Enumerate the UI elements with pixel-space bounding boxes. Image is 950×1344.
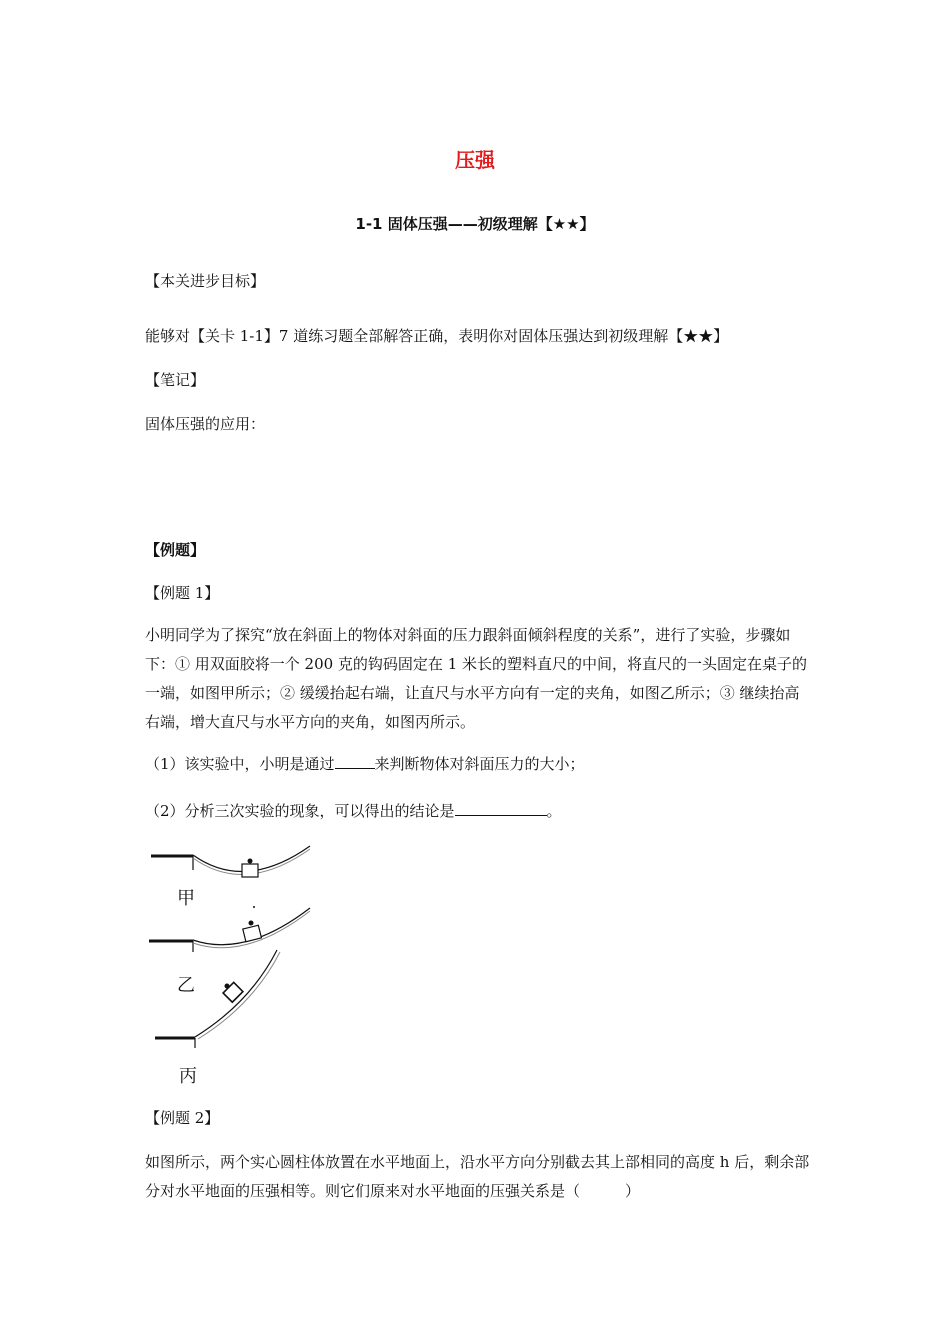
diagram-jia (151, 846, 310, 877)
question2-prefix: （2）分析三次实验的现象，可以得出的结论是 (145, 802, 455, 820)
examples-heading: 【例题】 (145, 541, 206, 559)
figure-label-bing: 丙 (179, 1066, 197, 1087)
example1-body: 小明同学为了探究“放在斜面上的物体对斜面的压力跟斜面倾斜程度的关系”，进行了实验，步骤如下：① 用双面胶将一个 200 克的钩码固定在 1 米长的塑料直尺的中间，将直尺的一头固定在桌子的一端，如图甲所示；② 缓缓抬起右端，让直尺与水平方向有一定的夹角，如图乙所示；③ 继续抬高右端，增大直尺与水平方向的夹角，如图丙所示。 (145, 626, 808, 731)
weight-block-jia (242, 864, 258, 877)
objective-heading: 【本关进步目标】 (145, 272, 266, 290)
dot-mark (253, 906, 255, 908)
experiment-figure (145, 838, 325, 1088)
diagram-bing (155, 950, 280, 1048)
answer-blank-1[interactable] (335, 754, 375, 769)
weight-block-yi (243, 925, 262, 941)
question1-prefix: （1）该实验中，小明是通过 (145, 755, 335, 773)
question1-suffix: 来判断物体对斜面压力的大小； (374, 755, 585, 773)
notes-heading: 【笔记】 (145, 371, 206, 389)
example1-label: 【例题 1】 (145, 584, 220, 602)
example1-question2 (145, 800, 562, 821)
objective-text: 能够对【关卡 1-1】7 道练习题全部解答正确，表明你对固体压强达到初级理解【★★】 (145, 327, 729, 345)
question2-suffix: 。 (546, 802, 562, 820)
example2-body: 如图所示，两个实心圆柱体放置在水平地面上，沿水平方向分别截去其上部相同的高度 h 后，剩余部分对水平地面的压强相等。则它们原来对水平地面的压强关系是（ ） (145, 1153, 810, 1200)
experiment-diagram (145, 838, 325, 1048)
answer-blank-2[interactable] (455, 801, 547, 816)
notes-text: 固体压强的应用： (145, 415, 266, 433)
weight-hook-yi (249, 921, 254, 926)
section-subtitle: 1-1 固体压强——初级理解【★★】 (355, 215, 595, 233)
example2-label: 【例题 2】 (145, 1109, 220, 1127)
diagram-yi (149, 906, 310, 952)
example1-question1 (145, 753, 585, 774)
figure-label-yi: 乙 (177, 975, 195, 996)
weight-hook-jia (248, 859, 253, 864)
weight-hook-bing (225, 984, 230, 989)
page-title: 压强 (455, 148, 495, 172)
figure-label-jia: 甲 (177, 888, 195, 909)
